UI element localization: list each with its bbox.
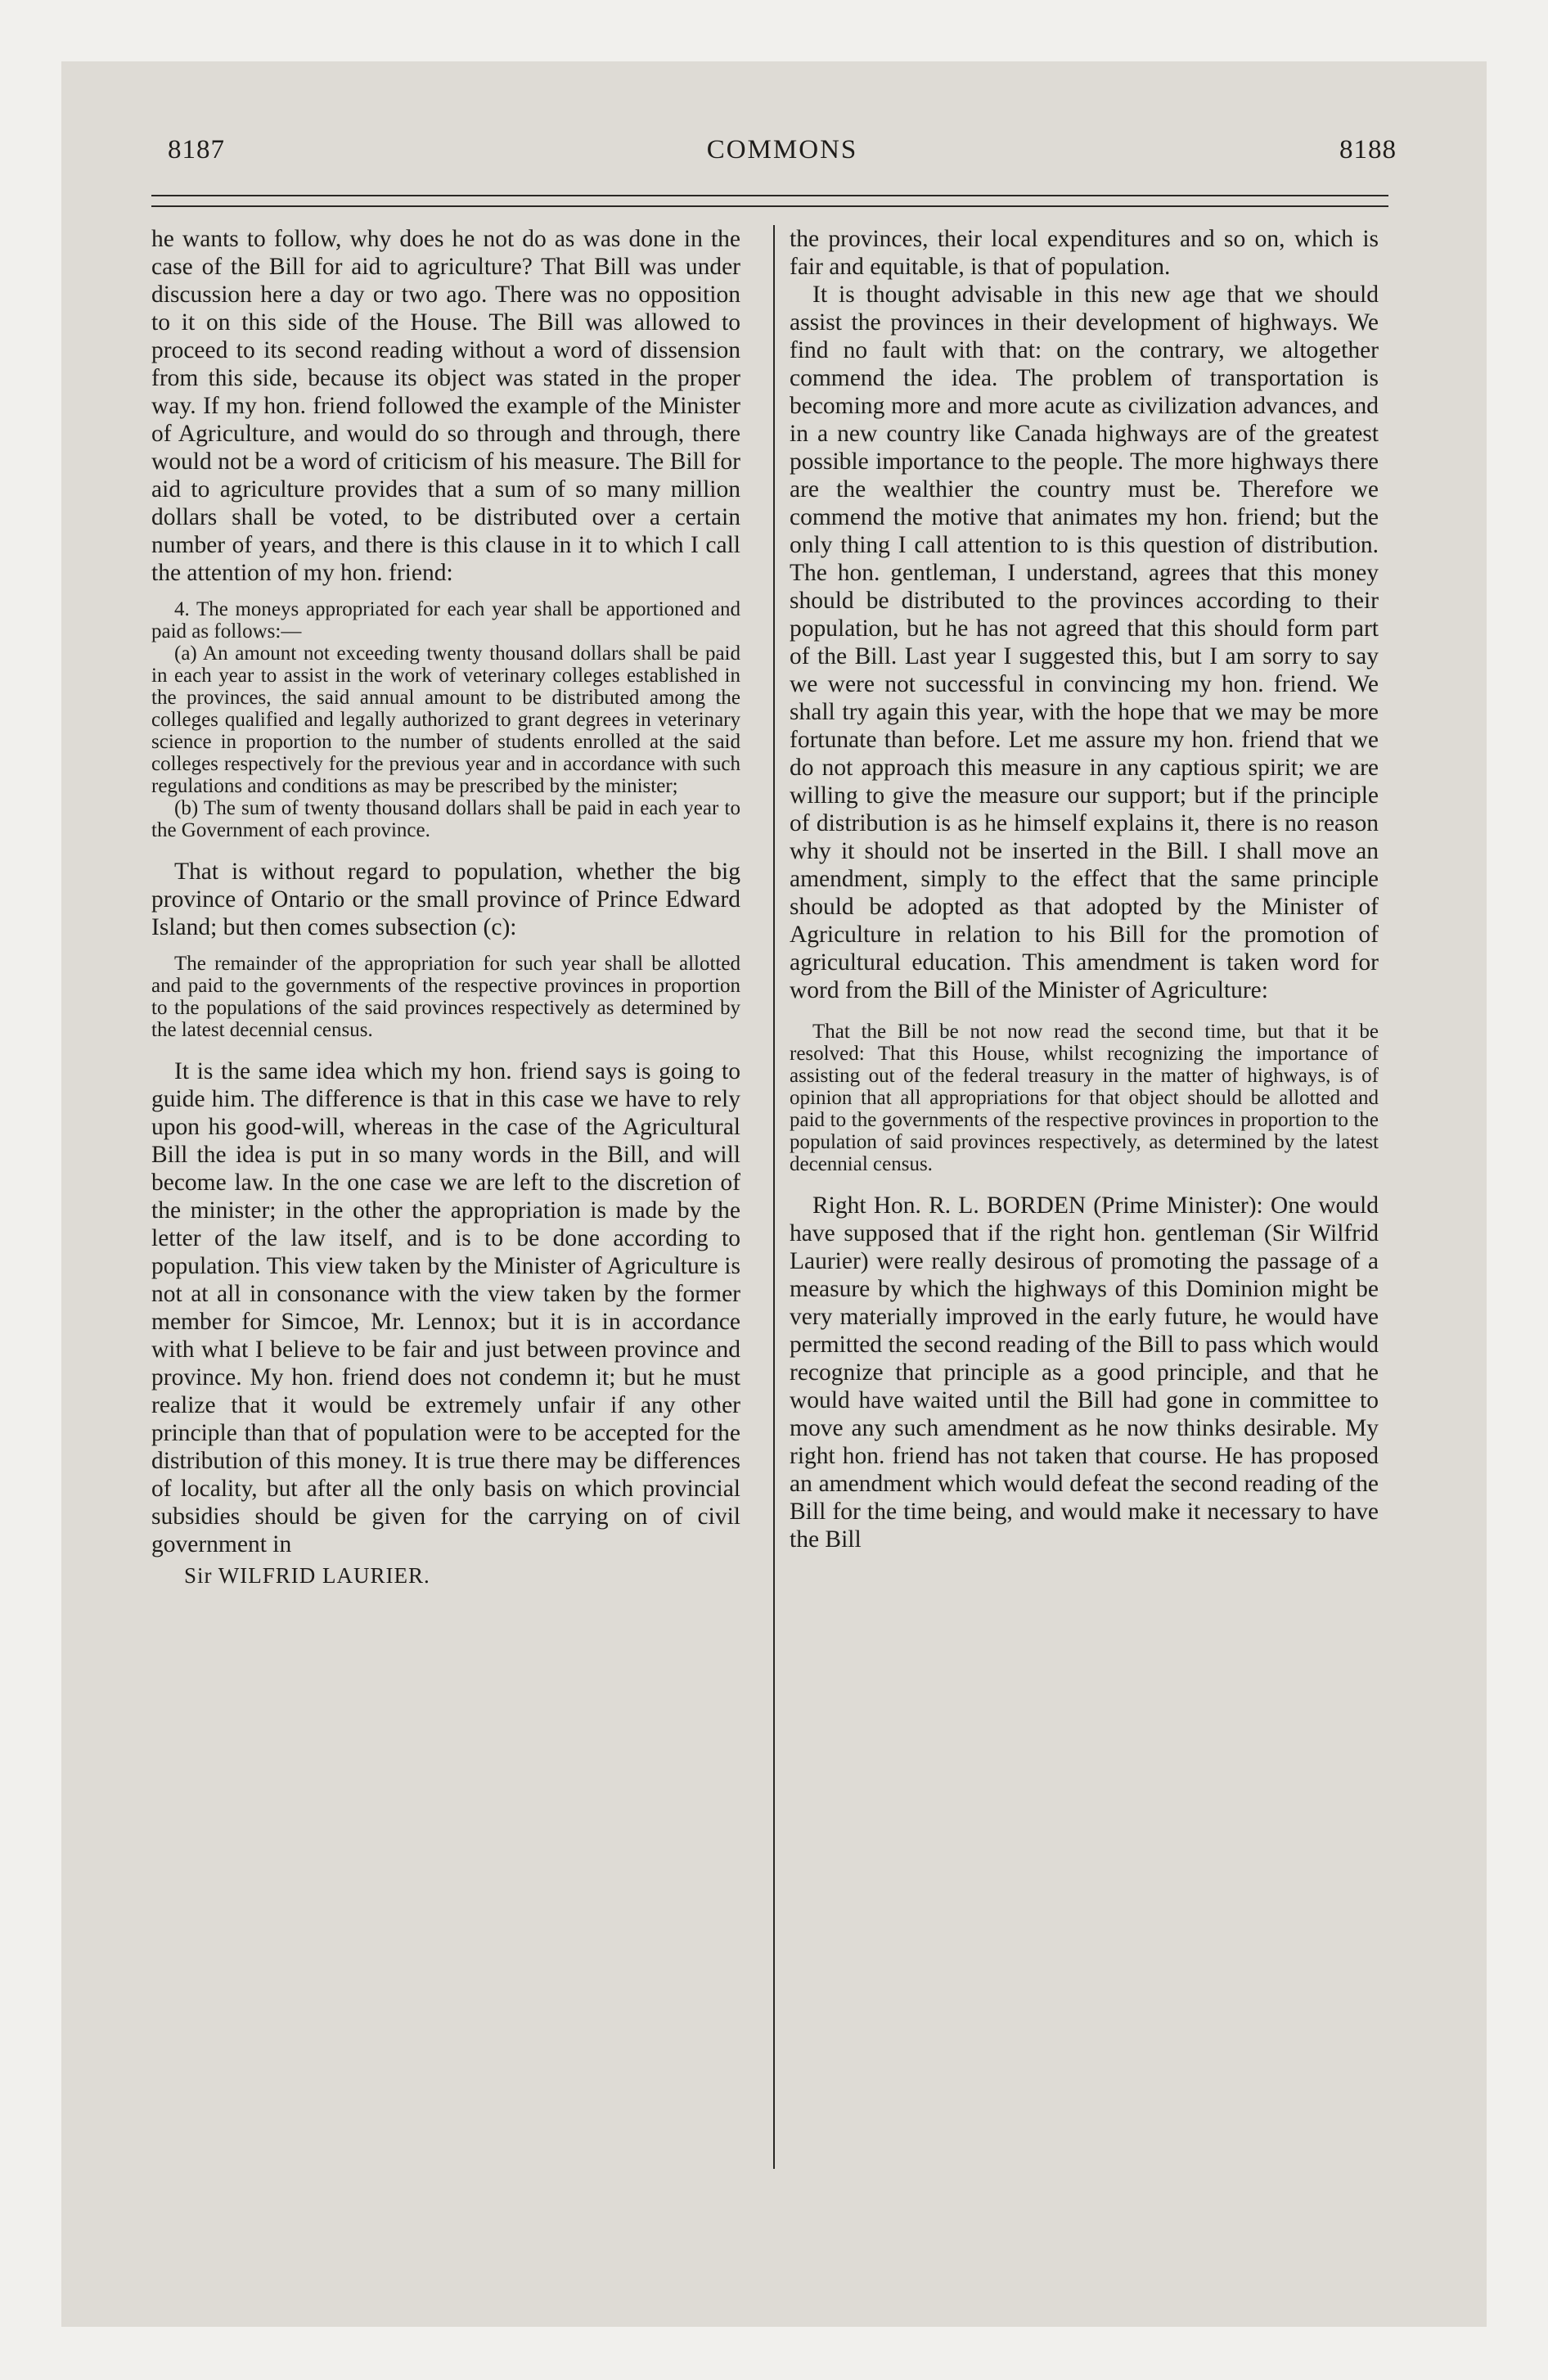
right-paragraph-3 [790, 1192, 1379, 1553]
left-quote-subsection-b: (b) The sum of twenty thousand dollars shall be paid in each year to the Government of each province. [151, 797, 740, 841]
left-paragraph-3: It is the same idea which my hon. friend says is going to guide him. The difference is that in this case we have to rely upon his good-will, whereas in the case of the Agricultural Bill the idea is put in so many words in the Bill, and will become law. In the one case we are left to the discretion of the minister; in the other the appropriation is made by the letter of the law itself, and is to be done according to population. This view taken by the Minister of Agriculture is not at all in consonance with the view taken by the former member for Simcoe, Mr. Lennox; but it is in accordance with what I believe to be fair and just between province and province. My hon. friend does not condemn it; but he must realize that it would be extremely unfair if any other principle than that of population were to be accepted for the distribution of this money. It is true there may be differences of locality, but after all the only basis on which provincial subsidies should be given for the carrying on of civil government in [151, 1058, 740, 1557]
left-paragraph-1: he wants to follow, why does he not do as was done in the case of the Bill for aid to agriculture? That Bill was under discussion here a day or two ago. There was no opposition to it on this side of the House. The Bill was allowed to proceed to its second reading without a word of dissension from this side, because its object was stated in the proper way. If my hon. friend followed the example of the Minister of Agriculture, and would do so through and through, there would not be a word of criticism of his measure. The Bill for aid to agriculture provides that a sum of so many million dollars shall be voted, to be distributed over a certain number of years, and there is this clause in it to which I call the attention of my hon. friend: [151, 226, 740, 586]
left-quote-clause-4: 4. The moneys appropriated for each year shall be apportioned and paid as follows:— [151, 598, 740, 642]
right-paragraph-2: It is thought advisable in this new age that we should assist the provinces in their development of highways. We find no fault with that: on the contrary, we altogether commend the idea. The problem of transportation is becoming more and more acute as civilization advances, and in a new country like Canada highways are of the greatest possible importance to the people. The more highways there are the wealthier the country must be. Therefore we commend the motive that animates my hon. friend; but the only thing I call attention to is this question of distribution. The hon. gentleman, I understand, agrees that this money should be distributed to the provinces according to their population, but he has not agreed that this should form part of the Bill. Last year I suggested this, but I am sorry to say we were not successful in convincing my hon. friend. We shall try again this year, with the hope that we may be more fortunate than before. Let me assure my hon. friend that we do not approach this measure in any captious spirit; we are willing to give the measure our support; but if the principle of distribution is as he himself explains it, there is no reason why it should not be inserted in the Bill. I shall move an amendment, simply to the effect that the same principle should be adopted as that adopted by the Minister of Agriculture in relation to his Bill for the promotion of agricultural education. This amendment is taken word for word from the Bill of the Minister of Agriculture: [790, 282, 1379, 1003]
left-column [151, 225, 740, 1589]
right-paragraph-1: the provinces, their local expenditures and so on, which is fair and equitable, is that of population. [790, 226, 1379, 280]
header-rule-bottom [151, 205, 1388, 207]
section-title: COMMONS [706, 135, 858, 165]
column-divider [773, 225, 775, 2169]
page-header [168, 135, 1397, 184]
right-column [790, 225, 1379, 1553]
left-quote-subsection-c: The remainder of the appropriation for such year shall be allotted and paid to the governments of the respective provinces in proportion to the populations of the said provinces respectively as determined by the latest decennial census. [151, 953, 740, 1041]
page [61, 61, 1487, 2327]
header-rule-top [151, 195, 1388, 196]
left-paragraph-2: That is without regard to population, whether the big province of Ontario or the small province of Prince Edward Island; but then comes subsection (c): [151, 859, 740, 940]
page-number-left: 8187 [168, 135, 225, 165]
page-number-right: 8188 [1339, 135, 1397, 165]
speaker-text: One would have supposed that if the right hon. gentleman (Sir Wilfrid Laurier) were really desirous of promoting the passage of a measure by which the highways of this Dominion might be very materially improved in the early future, he would have permitted the second reading of the Bill to pass which would recognize that principle as a good principle, and that he would have waited until the Bill had gone in committee to move any such amendment as he now thinks desirable. My right hon. friend has not taken that course. He has proposed an amendment which would defeat the second reading of the Bill for the time being, and would make it necessary to have the Bill [790, 1192, 1379, 1553]
speaker-name: Right Hon. R. L. BORDEN (Prime Minister): [812, 1192, 1263, 1219]
right-quote-amendment: That the Bill be not now read the second time, but that it be resolved: That this House, whilst recognizing the importance of assisting out of the federal treasury in the matter of highways, is of opinion that all appropriations for that object should be allotted and paid to the governments of the respective provinces in proportion to the population of said provinces respectively, as determined by the latest decennial census. [790, 1021, 1379, 1175]
left-quote-subsection-a: (a) An amount not exceeding twenty thousand dollars shall be paid in each year to assist in the work of veterinary colleges established in the provinces, the said annual amount to be distributed among the colleges qualified and legally authorized to grant degrees in veterinary science in proportion to the number of students enrolled at the said colleges respectively for the previous year and in accordance with such regulations and conditions as may be prescribed by the minister; [151, 642, 740, 797]
running-signature: Sir WILFRID LAURIER. [184, 1563, 430, 1588]
